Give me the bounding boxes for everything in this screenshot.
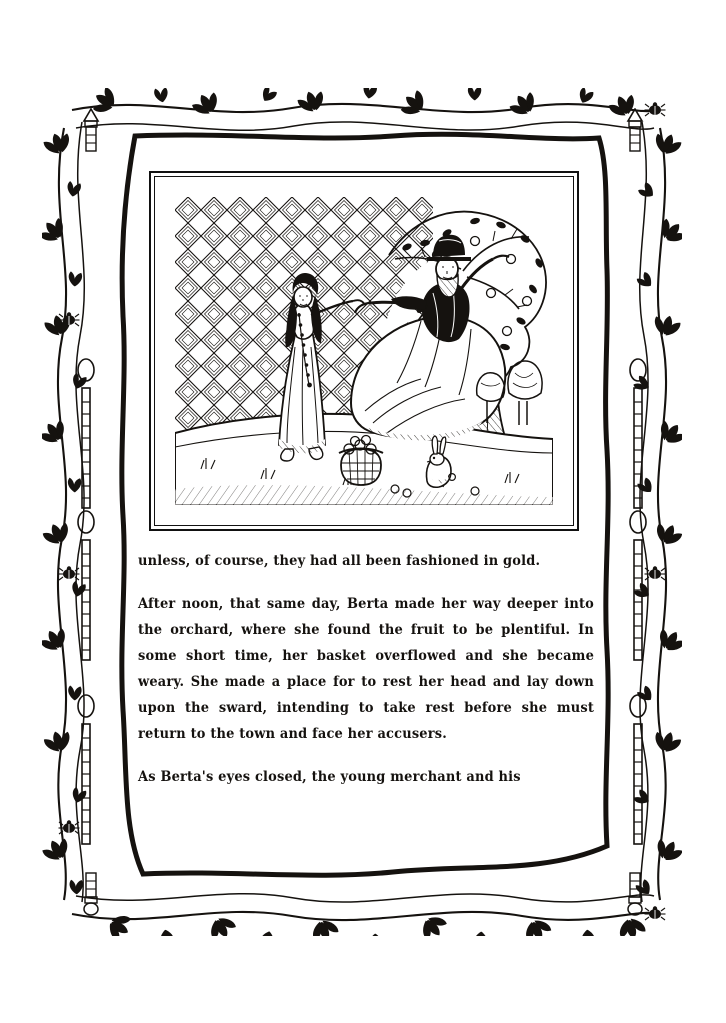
beetle-icon <box>58 820 80 836</box>
corner-finial-top-left <box>76 108 106 152</box>
paragraph: unless, of course, they had all been fashioned in gold. <box>138 552 541 569</box>
paragraph: After noon, that same day, Berta made her way deeper into the orchard, where she found the fruit to be plentiful. In some short time, her basket overflowed and she became weary. She made a place for to rest her head and lay down upon the sward, intending to take rest before she must return to the town and face her accusers. <box>138 595 594 742</box>
body-text-column <box>138 548 594 790</box>
beetle-icon <box>58 566 80 582</box>
beetle-icon <box>644 906 666 922</box>
paragraph: As Berta's eyes closed, the young merchant and his <box>138 768 521 785</box>
beetle-icon <box>58 312 80 328</box>
beetle-icon <box>644 566 666 582</box>
orchard-illustration <box>149 171 579 531</box>
illustration-artwork <box>175 197 553 505</box>
beetle-icon <box>644 102 666 118</box>
corner-finial-bottom-left <box>76 872 106 916</box>
